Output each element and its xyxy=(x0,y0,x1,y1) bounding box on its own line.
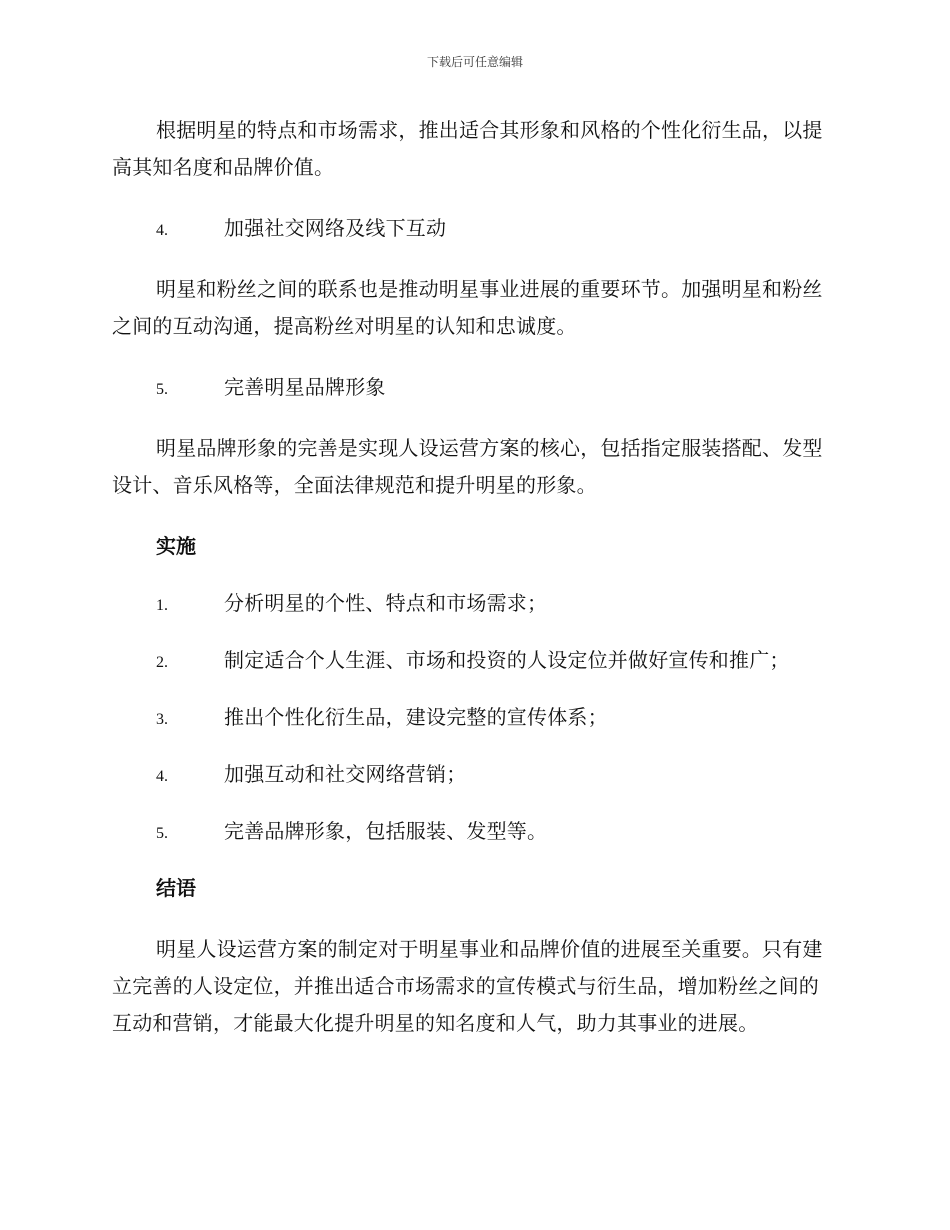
list-number: 3. xyxy=(156,711,168,728)
document-body xyxy=(112,112,837,1070)
section-heading-conclusion: 结语 xyxy=(156,876,196,900)
list-text: 加强社交网络及线下互动 xyxy=(224,216,447,240)
list-number: 4. xyxy=(156,222,168,239)
list-number: 5. xyxy=(156,381,168,398)
implementation-item xyxy=(112,703,837,731)
list-text: 完善品牌形象，包括服装、发型等。 xyxy=(224,819,548,843)
paragraph-fan-interaction: 明星和粉丝之间的联系也是推动明星事业进展的重要环节。加强明星和粉丝之间的互动沟通，提高粉丝对明星的认知和忠诚度。 xyxy=(112,277,823,338)
paragraph-derivatives: 根据明星的特点和市场需求，推出适合其形象和风格的个性化衍生品，以提高其知名度和品牌价值。 xyxy=(112,118,823,179)
list-number: 2. xyxy=(156,654,168,671)
implementation-item xyxy=(112,817,837,845)
list-text: 分析明星的个性、特点和市场需求； xyxy=(224,591,548,615)
list-item-social xyxy=(112,214,837,242)
list-number: 4. xyxy=(156,768,168,785)
list-number: 1. xyxy=(156,597,168,614)
list-item-brand xyxy=(112,373,837,401)
implementation-item xyxy=(112,589,837,617)
list-text: 完善明星品牌形象 xyxy=(224,375,386,399)
implementation-item xyxy=(112,646,837,674)
implementation-item xyxy=(112,760,837,788)
list-number: 5. xyxy=(156,825,168,842)
list-text: 加强互动和社交网络营销； xyxy=(224,762,467,786)
paragraph-brand-image: 明星品牌形象的完善是实现人设运营方案的核心，包括指定服装搭配、发型设计、音乐风格等，全面法律规范和提升明星的形象。 xyxy=(112,436,823,497)
page-header: 下载后可任意编辑 xyxy=(426,55,523,69)
list-text: 推出个性化衍生品，建设完整的宣传体系； xyxy=(224,705,608,729)
section-heading-implementation: 实施 xyxy=(156,534,196,558)
list-text: 制定适合个人生涯、市场和投资的人设定位并做好宣传和推广； xyxy=(224,648,790,672)
paragraph-conclusion: 明星人设运营方案的制定对于明星事业和品牌价值的进展至关重要。只有建立完善的人设定位，并推出适合市场需求的宣传模式与衍生品，增加粉丝之间的互动和营销，才能最大化提升明星的知名度和人气，助力其事业的进展。 xyxy=(112,937,823,1035)
